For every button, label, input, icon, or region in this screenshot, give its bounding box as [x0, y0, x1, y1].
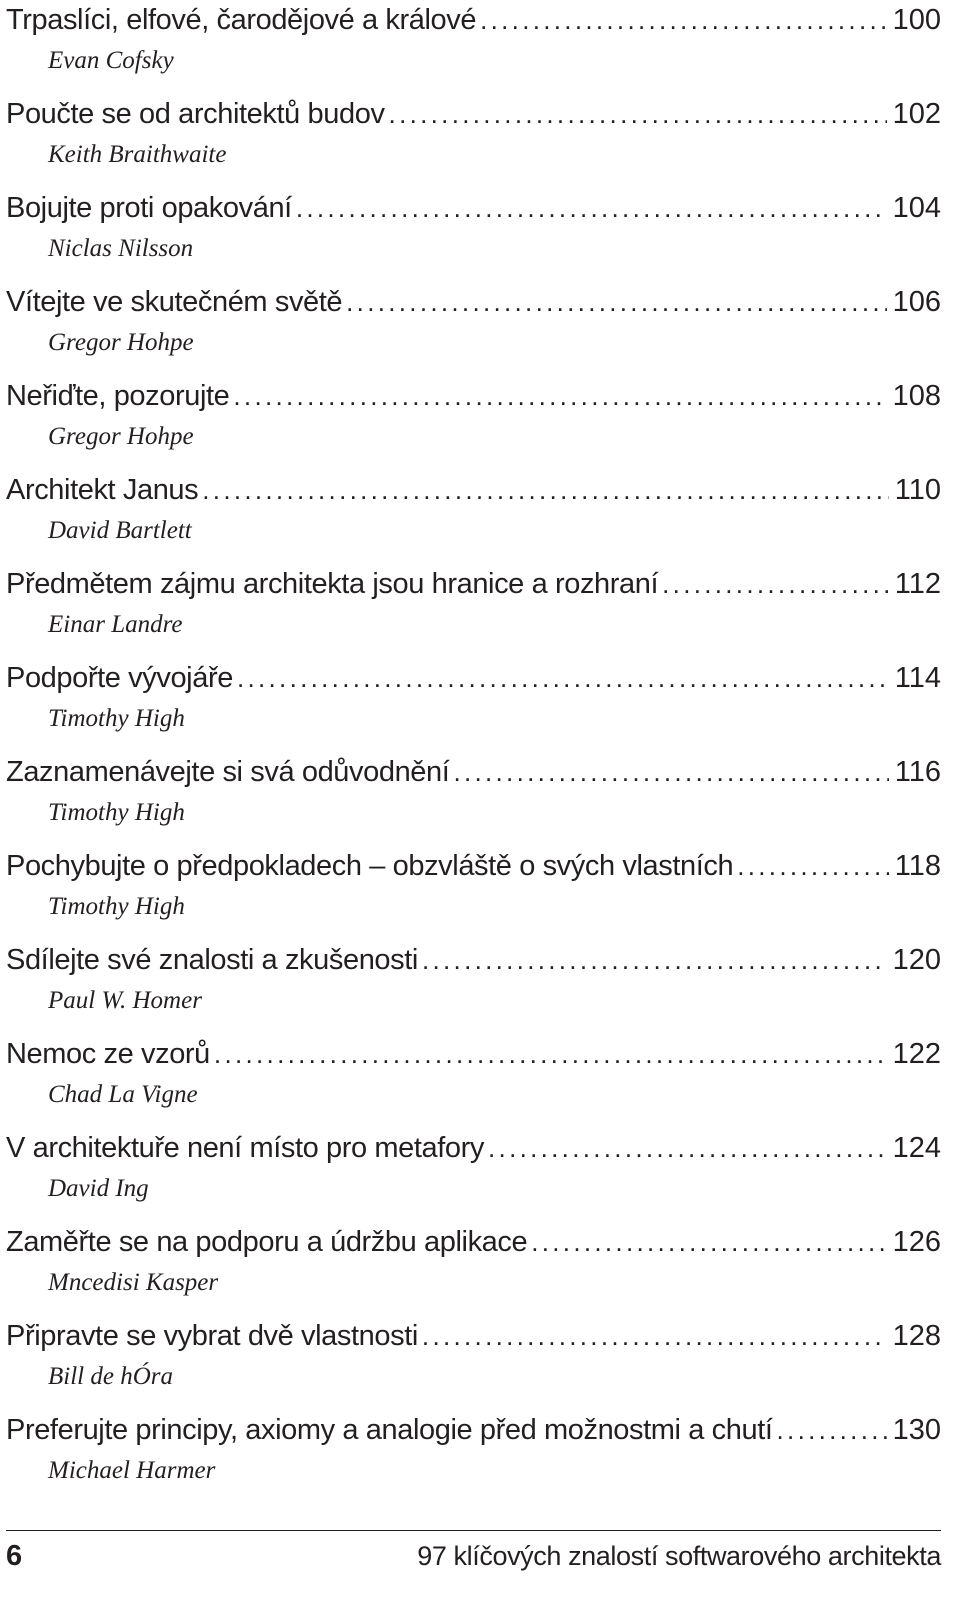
toc-entry-line — [6, 470, 941, 514]
toc-entry-author: Paul W. Homer — [48, 987, 202, 1014]
toc-entry-line — [6, 1316, 941, 1360]
toc-entry-line — [6, 1128, 941, 1172]
toc-entry-author: Bill de hÓra — [48, 1363, 173, 1390]
toc-entry-author: Chad La Vigne — [48, 1081, 198, 1108]
toc-entry-title: Neřiďte, pozorujte — [6, 380, 230, 412]
toc-entry-page: 124 — [892, 1132, 941, 1164]
toc-entry-page: 104 — [892, 192, 941, 224]
toc-entry-author: Keith Braithwaite — [48, 141, 227, 168]
toc-entry-line — [6, 658, 941, 702]
toc-dot-leader — [296, 188, 887, 228]
toc-entry-line — [6, 1034, 941, 1078]
toc-entry-line — [6, 0, 941, 44]
page-footer — [6, 1534, 941, 1578]
toc-entry — [6, 376, 941, 470]
toc-dot-leader — [237, 658, 889, 698]
toc-entry-author: Einar Landre — [48, 611, 183, 638]
toc-entry — [6, 1410, 941, 1504]
toc-dot-leader — [346, 282, 886, 322]
toc-entry-line — [6, 188, 941, 232]
toc-entry-page: 102 — [892, 98, 941, 130]
toc-entry-author: Timothy High — [48, 705, 185, 732]
toc-dot-leader — [202, 470, 889, 510]
toc-entry-title: Preferujte principy, axiomy a analogie před možnostmi a chutí — [6, 1414, 773, 1446]
toc-entry-author: David Ing — [48, 1175, 149, 1202]
toc-entry-title: Poučte se od architektů budov — [6, 98, 385, 130]
toc-entry — [6, 470, 941, 564]
toc-entry-title: Sdílejte své znalosti a zkušenosti — [6, 944, 418, 976]
toc-entry-page: 128 — [892, 1320, 941, 1352]
toc-entry — [6, 282, 941, 376]
toc-entry-line — [6, 1410, 941, 1454]
toc-entry — [6, 1128, 941, 1222]
toc-entry-title: Podpořte vývojáře — [6, 662, 233, 694]
toc-entry-page: 118 — [894, 850, 941, 882]
toc-entry — [6, 752, 941, 846]
toc-entry-title: Nemoc ze vzorů — [6, 1038, 210, 1070]
toc-entry-line — [6, 94, 941, 138]
toc-dot-leader — [233, 376, 886, 416]
toc-entry-author: Gregor Hohpe — [48, 329, 194, 356]
toc-entry — [6, 1034, 941, 1128]
toc-entry-page: 126 — [892, 1226, 941, 1258]
toc-entry-author: Evan Cofsky — [48, 47, 174, 74]
toc-entry-author: Timothy High — [48, 799, 185, 826]
toc-entry — [6, 188, 941, 282]
toc-entry-title: Zaznamenávejte si svá odůvodnění — [6, 756, 450, 788]
toc-entry-page: 114 — [894, 662, 941, 694]
table-of-contents — [6, 0, 941, 1504]
toc-entry — [6, 0, 941, 94]
toc-entry-page: 116 — [894, 756, 941, 788]
toc-entry-page: 106 — [892, 286, 941, 318]
toc-entry-line — [6, 282, 941, 326]
toc-entry-line — [6, 940, 941, 984]
toc-entry — [6, 564, 941, 658]
toc-dot-leader — [453, 752, 888, 792]
toc-entry-page: 130 — [892, 1414, 941, 1446]
footer-rule — [6, 1530, 941, 1531]
toc-entry-title: Pochybujte o předpokladech – obzvláště o svých vlastních — [6, 850, 734, 882]
toc-dot-leader — [777, 1410, 887, 1450]
toc-entry-title: Zaměřte se na podporu a údržbu aplikace — [6, 1226, 528, 1258]
toc-entry — [6, 1316, 941, 1410]
toc-entry-line — [6, 846, 941, 890]
toc-entry — [6, 1222, 941, 1316]
toc-entry — [6, 658, 941, 752]
toc-entry-title: Bojujte proti opakování — [6, 192, 292, 224]
toc-dot-leader — [480, 0, 887, 40]
toc-entry-title: Vítejte ve skutečném světě — [6, 286, 343, 318]
toc-entry — [6, 94, 941, 188]
toc-dot-leader — [422, 940, 887, 980]
toc-dot-leader — [662, 564, 889, 604]
toc-dot-leader — [214, 1034, 887, 1074]
toc-entry — [6, 940, 941, 1034]
footer-book-title: 97 klíčových znalostí softwarového architekta — [417, 1540, 941, 1571]
toc-entry-line — [6, 752, 941, 796]
toc-entry-author: Michael Harmer — [48, 1457, 216, 1484]
toc-entry-line — [6, 376, 941, 420]
toc-entry-author: Niclas Nilsson — [48, 235, 194, 262]
toc-entry-title: V architektuře není místo pro metafory — [6, 1132, 485, 1164]
toc-entry-page: 112 — [894, 568, 941, 600]
toc-entry-page: 122 — [892, 1038, 941, 1070]
footer-page-number: 6 — [6, 1539, 23, 1572]
toc-entry-line — [6, 1222, 941, 1266]
toc-dot-leader — [488, 1128, 887, 1168]
toc-dot-leader — [737, 846, 889, 886]
toc-entry-title: Připravte se vybrat dvě vlastnosti — [6, 1320, 418, 1352]
toc-entry-title: Předmětem zájmu architekta jsou hranice a rozhraní — [6, 568, 659, 600]
toc-entry-line — [6, 564, 941, 608]
toc-entry-page: 110 — [894, 474, 941, 506]
toc-dot-leader — [389, 94, 887, 134]
toc-entry-author: David Bartlett — [48, 517, 192, 544]
toc-entry-author: Timothy High — [48, 893, 185, 920]
toc-entry-page: 100 — [892, 4, 941, 36]
toc-dot-leader — [422, 1316, 887, 1356]
toc-dot-leader — [531, 1222, 886, 1262]
toc-entry-author: Mncedisi Kasper — [48, 1269, 219, 1296]
toc-entry — [6, 846, 941, 940]
toc-entry-title: Architekt Janus — [6, 474, 199, 506]
toc-entry-title: Trpaslíci, elfové, čarodějové a králové — [6, 4, 477, 36]
toc-entry-page: 120 — [892, 944, 941, 976]
toc-entry-page: 108 — [892, 380, 941, 412]
toc-entry-author: Gregor Hohpe — [48, 423, 194, 450]
